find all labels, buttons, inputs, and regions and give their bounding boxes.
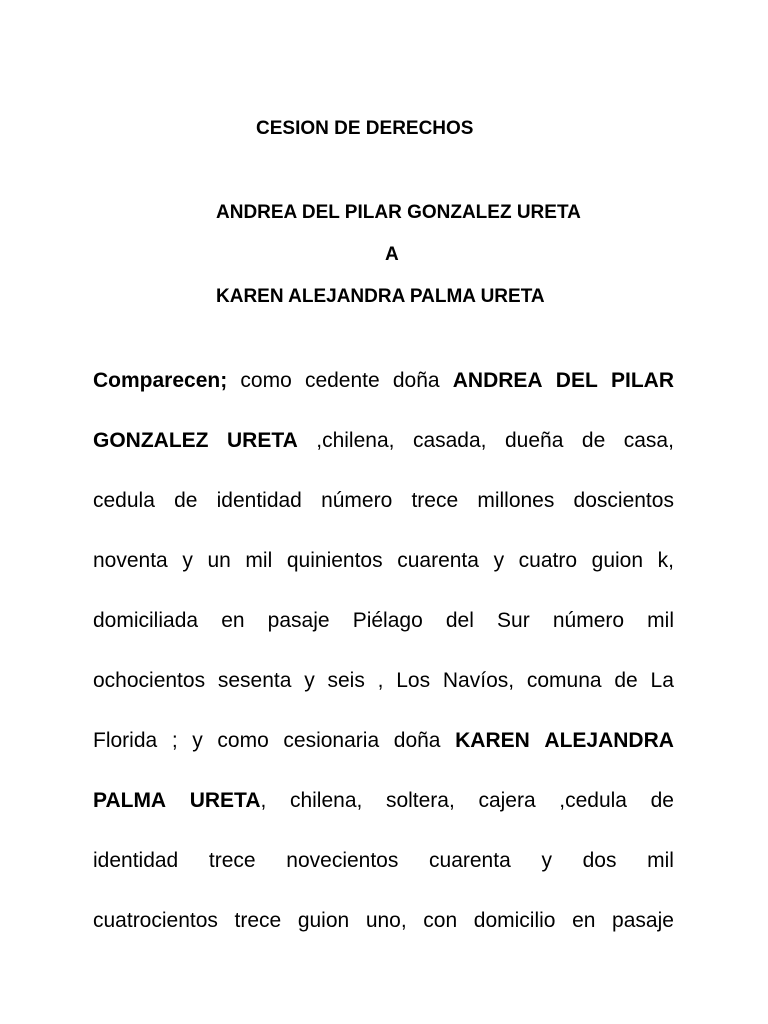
body-word: de (650, 789, 674, 812)
body-word: doscientos (573, 489, 674, 512)
body-word: en (572, 909, 596, 932)
body-word: DEL (555, 369, 598, 392)
body-word: guion (591, 549, 644, 572)
body-word: cuatro (518, 549, 578, 572)
body-line (93, 728, 674, 754)
body-word: del (445, 609, 474, 632)
body-word: cuarenta (397, 549, 479, 572)
body-word: Comparecen; (93, 369, 228, 392)
body-line (93, 668, 674, 694)
body-word: identidad (93, 849, 179, 872)
party-separator: A (385, 244, 399, 265)
body-word: doña (392, 369, 440, 392)
body-word: , (377, 669, 384, 692)
body-word: Navíos, (442, 669, 515, 692)
body-word: cajera (478, 789, 536, 812)
body-word: guion (297, 909, 350, 932)
body-word: ANDREA (452, 369, 543, 392)
body-word: chilena, (289, 789, 363, 812)
body-word: ,cedula (559, 789, 627, 812)
body-word: como (217, 729, 269, 752)
body-word: ALEJANDRA (544, 729, 674, 752)
body-word: trece (411, 489, 459, 512)
body-word: Piélago (352, 609, 423, 632)
body-word: soltera, (385, 789, 455, 812)
body-word: novecientos (286, 849, 399, 872)
body-word: uno, (365, 909, 407, 932)
body-word: domiciliada (93, 609, 199, 632)
body-word: millones (477, 489, 555, 512)
body-word: sesenta (217, 669, 292, 692)
body-word: cesionaria (283, 729, 380, 752)
body-word: número (321, 489, 393, 512)
body-word: pasaje (612, 909, 674, 932)
body-line (93, 548, 674, 574)
body-word: cuarenta (429, 849, 511, 872)
body-word: y (304, 669, 315, 692)
body-line (93, 908, 674, 934)
body-word: ; (171, 729, 178, 752)
body-word: y (493, 549, 505, 572)
body-word: La (650, 669, 674, 692)
body-word: trece (234, 909, 282, 932)
body-line (93, 848, 674, 874)
body-word: mil (245, 549, 273, 572)
body-word: casada, (412, 429, 487, 452)
body-word: ,chilena, (316, 429, 395, 452)
body-word: Sur (497, 609, 530, 632)
body-word: dos (582, 849, 617, 872)
body-word: Los (396, 669, 431, 692)
body-word: y (541, 849, 552, 872)
body-word: seis (327, 669, 365, 692)
body-word: pasaje (267, 609, 330, 632)
body-word: domicilio (473, 909, 556, 932)
body-word: casa, (623, 429, 674, 452)
body-word: GONZALEZ (93, 429, 209, 452)
body-word: como (240, 369, 292, 392)
body-line (93, 428, 674, 454)
party-cesionaria: KAREN ALEJANDRA PALMA URETA (216, 286, 545, 307)
body-word: noventa (93, 549, 168, 572)
body-word: identidad (216, 489, 302, 512)
body-word: ochocientos (93, 669, 206, 692)
body-word: KAREN (455, 729, 530, 752)
body-word: mil (647, 849, 674, 872)
body-word: de (174, 489, 198, 512)
body-word: y (182, 549, 193, 572)
body-word: PALMA (93, 789, 167, 812)
body-word: de (614, 669, 638, 692)
body-line (93, 788, 674, 814)
body-word: mil (647, 609, 674, 632)
body-word: dueña (505, 429, 564, 452)
body-word: cedente (304, 369, 380, 392)
body-word: k, (657, 549, 674, 572)
body-word: un (207, 549, 231, 572)
body-word: Florida (93, 729, 158, 752)
body-word: número (552, 609, 625, 632)
document-title: CESION DE DERECHOS (256, 118, 474, 139)
body-word: doña (393, 729, 441, 752)
body-word: de (581, 429, 606, 452)
body-word: y (192, 729, 203, 752)
body-word: quinientos (286, 549, 383, 572)
body-word: cedula (93, 489, 155, 512)
body-word: URETA, (189, 789, 267, 812)
body-word: URETA (226, 429, 298, 452)
body-word: en (221, 609, 245, 632)
party-cedente: ANDREA DEL PILAR GONZALEZ URETA (216, 202, 581, 223)
body-word: trece (208, 849, 256, 872)
body-line (93, 368, 674, 394)
body-word: comuna (526, 669, 602, 692)
body-word: con (423, 909, 458, 932)
body-line (93, 488, 674, 514)
body-line (93, 608, 674, 634)
body-word: PILAR (610, 369, 674, 392)
body-word: cuatrocientos (93, 909, 218, 932)
